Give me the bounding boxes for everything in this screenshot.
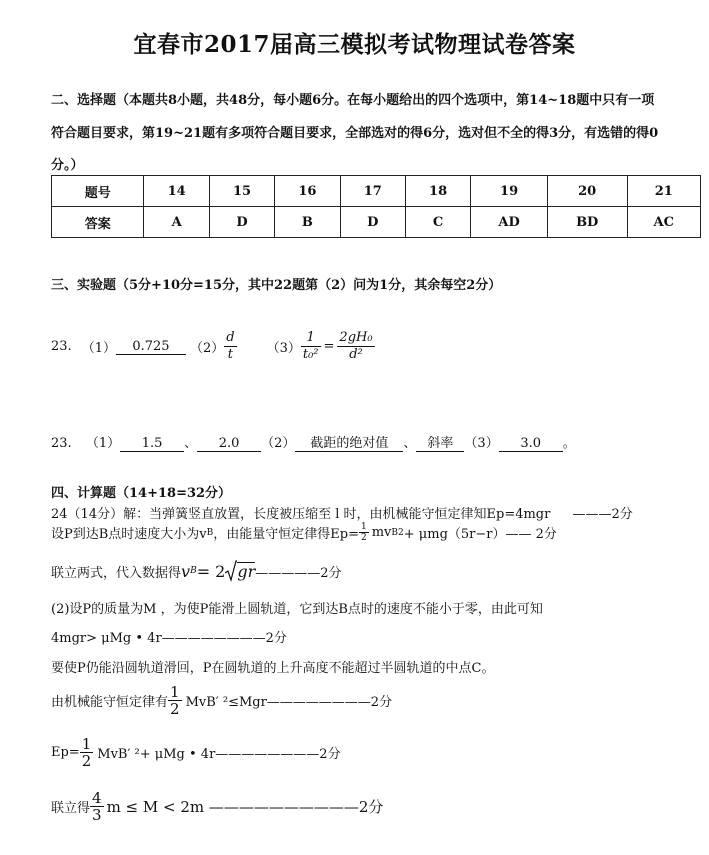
- q24-line9-text-b: m ≤ M < 2m ——————————2分: [106, 798, 384, 816]
- answer-cell: BD: [547, 207, 627, 238]
- fraction-numerator: 1: [170, 683, 180, 701]
- q23a-fraction-d-over-t: [224, 330, 236, 363]
- subscript: B: [391, 527, 399, 538]
- equals-sign: =: [323, 339, 335, 354]
- answer-cell: D: [340, 207, 405, 238]
- fraction-numerator: 2gH₀: [339, 330, 373, 345]
- q24-line7-text-b: MvB′ ²≤Mgr————————2分: [185, 695, 393, 710]
- q23a-part1-label: （1）: [81, 341, 116, 356]
- q24-line1-score: ———2分: [572, 507, 633, 522]
- q24-line3-score: —————2分: [255, 565, 342, 581]
- answer-table-answer-row: [52, 207, 701, 238]
- subscript: B: [190, 566, 197, 576]
- q23b-line: [51, 432, 576, 452]
- q24-line3: [51, 560, 342, 582]
- question-number-cell: 20: [547, 176, 627, 207]
- half-fraction: [80, 736, 94, 769]
- half-fraction: [359, 522, 369, 543]
- q24-line8-text-b: MvB′ ²+ μMg • 4r————————2分: [97, 747, 341, 762]
- question-number-cell: 15: [209, 176, 274, 207]
- fraction-denominator: d²: [349, 347, 363, 362]
- answer-table: [51, 175, 701, 238]
- question-number-cell: 16: [275, 176, 340, 207]
- fraction-numerator: 1: [301, 330, 321, 347]
- section4-heading: 四、计算题（14+18=32分）: [51, 486, 232, 501]
- superscript: 2: [398, 527, 404, 538]
- sqrt-radicand: gr: [237, 562, 256, 581]
- separator: 、: [403, 436, 417, 451]
- answer-table-header-row: [52, 176, 701, 207]
- q23a-lhs-fraction: [301, 330, 321, 363]
- q23b-part2-label: （2）: [261, 436, 296, 451]
- velocity-symbol: v: [181, 561, 191, 581]
- answer-cell: C: [405, 207, 470, 238]
- fraction-denominator: t₀²: [302, 347, 319, 362]
- q24-line1-text: 24（14分）解：当弹簧竖直放置，长度被压缩至 l 时，由机械能守恒定律知Ep=4mgr: [51, 507, 551, 522]
- q23a-number: 23.: [51, 339, 72, 354]
- section2-line3: 分。）: [51, 158, 84, 173]
- sentence-end: 。: [562, 436, 576, 451]
- q23a-line: [51, 330, 375, 363]
- q24-line1: [51, 503, 633, 522]
- answer-cell: D: [209, 207, 274, 238]
- q23b-part3-label: （3）: [464, 436, 499, 451]
- q24-line2-text-a: 设P到达B点时速度大小为v: [51, 527, 207, 542]
- header-label-cell: 题号: [52, 176, 144, 207]
- q24-line2-text-b: ，由能量守恒定律得Ep=: [213, 527, 359, 542]
- question-number-cell: 19: [471, 176, 548, 207]
- answer-cell: AD: [471, 207, 548, 238]
- fraction-numerator: 1: [81, 735, 92, 753]
- fraction-denominator: t: [227, 347, 234, 362]
- q23b-number: 23.: [51, 436, 72, 451]
- page-title: 宜春市2017届高三模拟考试物理试卷答案: [133, 31, 576, 58]
- q24-line2: [51, 522, 557, 543]
- q24-line4: (2)设P的质量为M ，为使P能滑上圆轨道，它到达B点时的速度不能小于零，由此可知: [51, 602, 543, 617]
- fraction-denominator: 3: [92, 806, 102, 824]
- q23a-part2-label: （2）: [189, 341, 225, 356]
- q24-line2-text-c: mv: [371, 525, 392, 540]
- equals-two: = 2: [196, 561, 226, 581]
- q24-line6: 要使P仍能沿圆轨道滑回，P在圆轨道的上升高度不能超过半圆轨道的中点C。: [51, 661, 495, 676]
- fraction-numerator: 1: [361, 522, 367, 532]
- q24-line7-text-a: 由机械能守恒定律有: [51, 695, 169, 710]
- q23b-part1-label: （1）: [85, 436, 121, 451]
- question-number-cell: 21: [627, 176, 700, 207]
- section2-line1: 二、选择题（本题共8小题，共48分，每小题6分。在每小题给出的四个选项中，第14~18题中只有一项: [51, 93, 655, 108]
- q24-line7: [51, 684, 392, 717]
- section2-line2: 符合题目要求，第19~21题有多项符合题目要求，全部选对的得6分，选对但不全的得3分，有选错的得0: [51, 126, 659, 141]
- q23a-part3-label: （3）: [266, 341, 301, 356]
- question-number-cell: 18: [405, 176, 470, 207]
- answer-label-cell: 答案: [52, 207, 144, 238]
- q24-line2-text-d: + μmg（5r−r）—— 2分: [403, 527, 557, 542]
- section3-heading: 三、实验题（5分+10分=15分，其中22题第（2）问为1分，其余每空2分）: [51, 278, 502, 293]
- q23b-answer3: 截距的绝对值: [295, 436, 403, 452]
- q24-line9: [51, 790, 383, 823]
- q23a-rhs-fraction: [337, 330, 374, 363]
- fraction-numerator: 4: [92, 789, 102, 807]
- q24-line3-text: 联立两式，代入数据得: [51, 565, 182, 581]
- q23a-answer1: 0.725: [116, 339, 186, 355]
- q23b-answer5: 3.0: [499, 436, 563, 452]
- answer-cell: AC: [627, 207, 700, 238]
- question-number-cell: 14: [144, 176, 209, 207]
- four-thirds-fraction: [90, 790, 104, 823]
- fraction-numerator: d: [226, 330, 235, 345]
- answer-cell: A: [144, 207, 209, 238]
- q23b-answer4: 斜率: [416, 436, 464, 452]
- fraction-denominator: 2: [81, 752, 92, 770]
- q24-line8-text-a: Ep=: [51, 745, 80, 760]
- q23b-answer1: 1.5: [120, 436, 184, 452]
- half-fraction: [168, 684, 182, 717]
- separator: 、: [184, 436, 198, 451]
- q23b-answer2: 2.0: [197, 436, 261, 452]
- sqrt-icon: [225, 560, 237, 582]
- subscript: B: [206, 527, 214, 538]
- q24-line9-text-a: 联立得: [51, 801, 91, 816]
- answer-cell: B: [275, 207, 340, 238]
- fraction-denominator: 2: [361, 533, 367, 543]
- q24-line8: [51, 736, 341, 769]
- question-number-cell: 17: [340, 176, 405, 207]
- fraction-denominator: 2: [170, 700, 180, 718]
- q24-line5: 4mgr> μMg • 4r————————2分: [51, 631, 287, 646]
